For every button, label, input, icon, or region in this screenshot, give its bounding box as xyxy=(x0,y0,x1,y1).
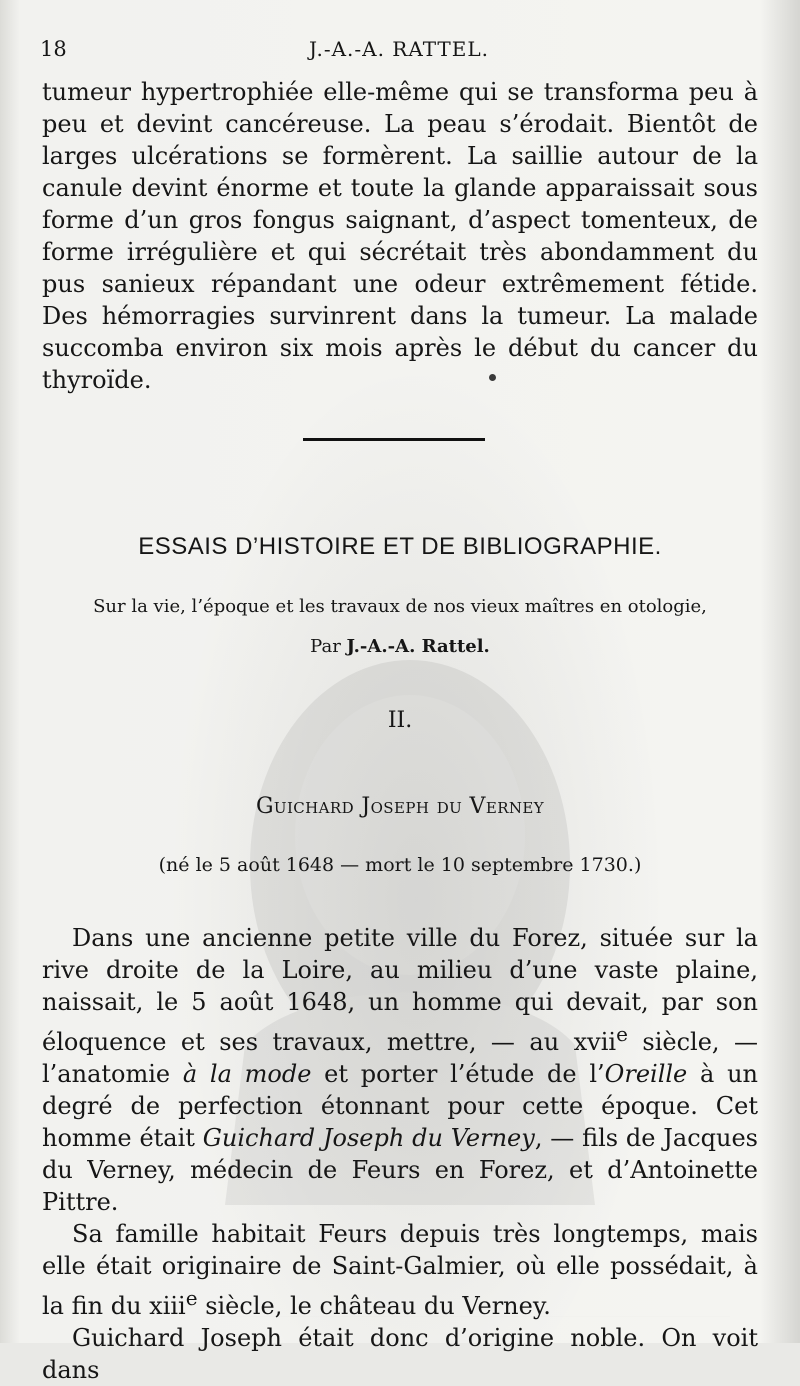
main-paragraph-1-part2: siècle, — l’anatomie xyxy=(42,1028,758,1088)
main-paragraph-2-part1: Sa famille habitait Feurs depuis très longtemps, mais elle était originaire de Saint-Galmier, où elle possédait, à la fin du xyxy=(42,1220,758,1320)
century-17-numeral: xvii xyxy=(573,1028,617,1056)
main-paragraph-1-part5: , — fils de Jacques du Verney, médecin de Feurs en Forez, et d’Antoinette Pittre. xyxy=(42,1124,758,1216)
century-13 xyxy=(149,1286,198,1320)
section-subtitle: Sur la vie, l’époque et les travaux de nos vieux maîtres en otologie, xyxy=(93,596,707,617)
italic-oreille: Oreille xyxy=(604,1060,688,1088)
century-13-suffix: e xyxy=(185,1286,198,1310)
main-paragraph-2 xyxy=(42,1218,758,1322)
century-17 xyxy=(573,1022,628,1056)
section-separator xyxy=(303,438,485,441)
bottom-bleed-through xyxy=(220,1316,730,1335)
main-paragraph-1 xyxy=(42,922,758,1218)
main-paragraph-1-part3: et porter l’étude de l’ xyxy=(311,1060,605,1088)
main-paragraph-2-part2: siècle, le château du Verney. xyxy=(197,1292,551,1320)
page-header xyxy=(40,37,758,65)
century-17-suffix: e xyxy=(616,1022,628,1046)
section-number: II. xyxy=(387,708,413,733)
byline xyxy=(0,636,800,657)
main-paragraph-3: Guichard Joseph était donc d’origine noble. On voit dans xyxy=(42,1324,758,1384)
italic-person-name: Guichard Joseph du Verney xyxy=(202,1124,535,1152)
intro-text xyxy=(42,76,758,396)
byline-author: J.-A.-A. Rattel. xyxy=(346,636,490,657)
byline-prefix: Par xyxy=(310,636,341,657)
life-dates: (né le 5 août 1648 — mort le 10 septembre 1730.) xyxy=(158,854,642,876)
main-paragraph-1-part4: à un degré de perfection étonnant pour cette époque. Cet homme était xyxy=(42,1060,758,1152)
running-head: J.-A.-A. RATTEL. xyxy=(309,37,489,61)
italic-a-la-mode: à la mode xyxy=(182,1060,312,1088)
main-paragraph-1-part1: Dans une ancienne petite ville du Forez, située sur la rive droite de la Loire, au milieu d’une vaste plaine, naissait, le 5 août 1648, un homme qui devait, par son éloquence et ses travaux, mettre, — au xyxy=(42,924,758,1056)
century-13-numeral: xiii xyxy=(149,1292,186,1320)
person-name: Guichard Joseph du Verney xyxy=(255,794,545,819)
page-number: 18 xyxy=(40,37,67,61)
decorative-dot xyxy=(489,374,496,381)
section-title: ESSAIS D’HISTOIRE ET DE BIBLIOGRAPHIE. xyxy=(138,533,662,560)
intro-paragraph: tumeur hypertrophiée elle-même qui se transforma peu à peu et devint cancéreuse. La peau s’érodait. Bientôt de larges ulcérations se formèrent. La saillie autour de la canule devint énorme et toute la glande apparaissait sous forme d’un gros fongus saignant, d’aspect tomenteux, de forme irrégulière et qui sécrétait très abondamment du pus sanieux répandant une odeur extrêmement fétide. Des hémorragies survinrent dans la tumeur. La malade succomba environ six mois après le début du cancer du thyroïde. xyxy=(42,78,758,394)
